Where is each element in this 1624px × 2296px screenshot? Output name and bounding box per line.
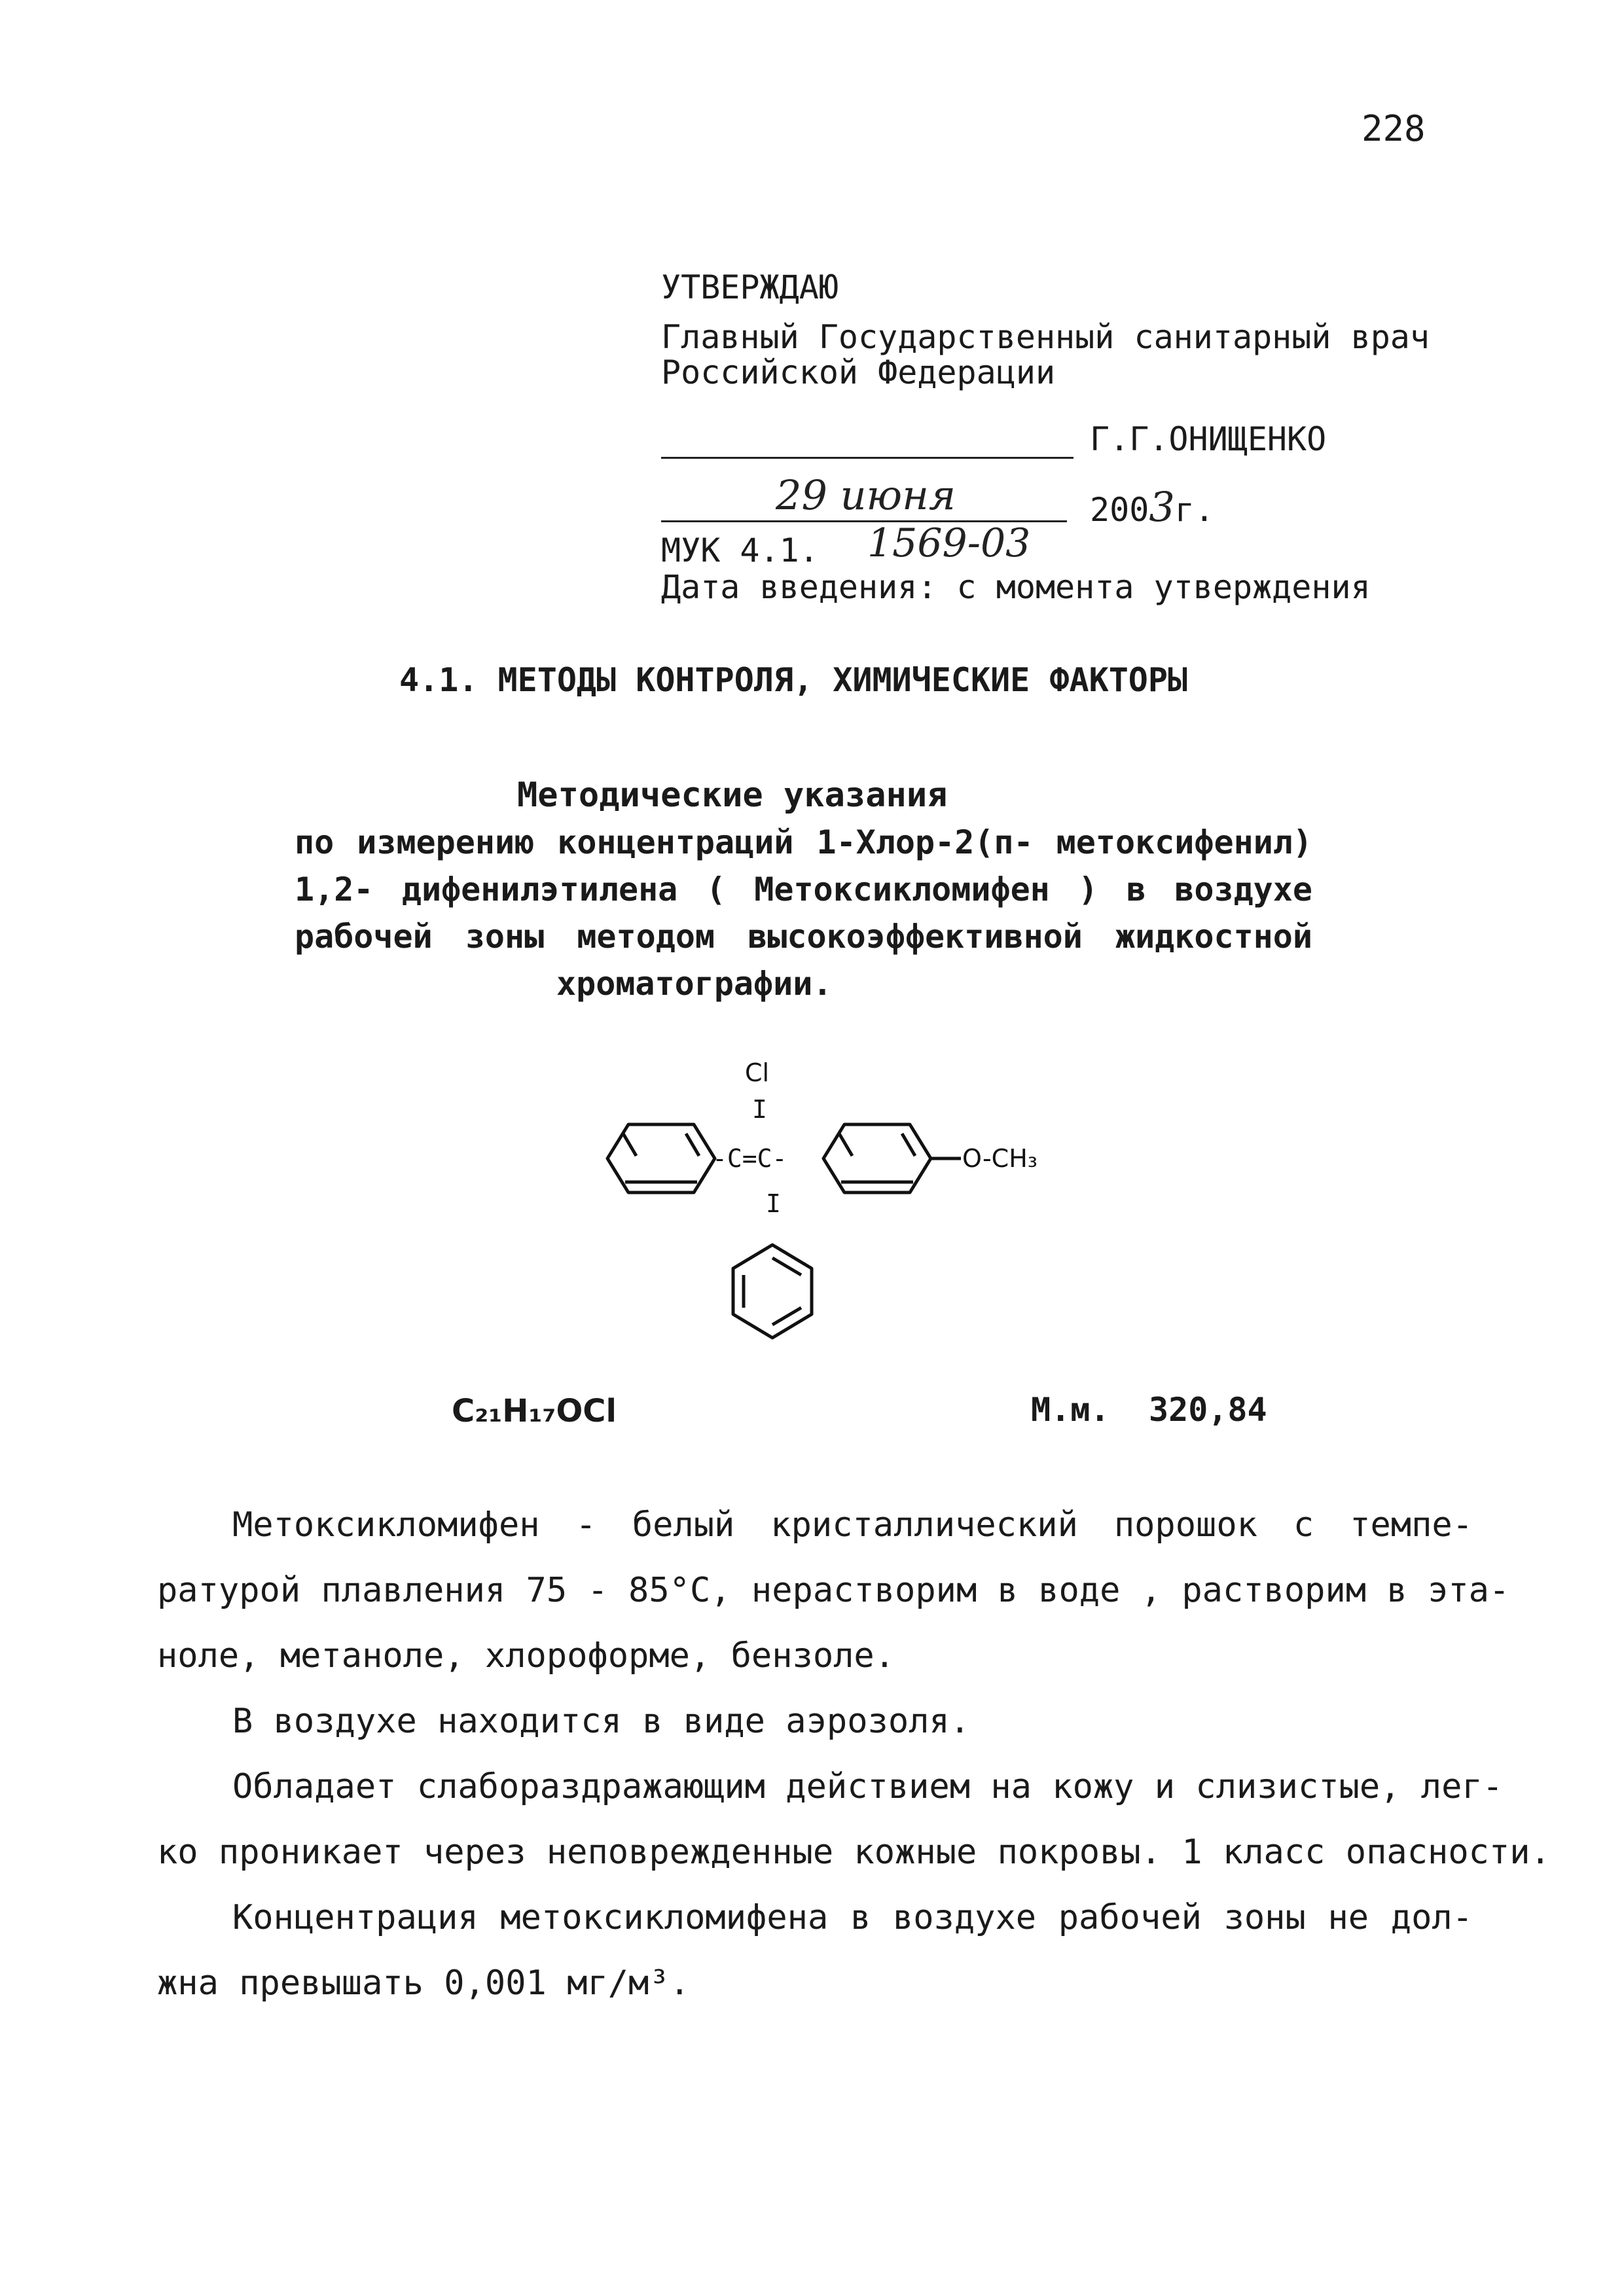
title-line2: по измерению концентраций 1-Хлор-2(п- метоксифенил) <box>295 823 1312 861</box>
approval-position-line1: Главный Государственный санитарный врач <box>661 318 1430 356</box>
chlorine-label: Cl <box>745 1058 770 1087</box>
title-line5: хроматографии. <box>556 965 833 1003</box>
bond-to-chlorine: I <box>752 1095 767 1124</box>
title-line4: рабочей зоны методом высокоэффективной жидкостной <box>295 918 1312 956</box>
effective-date: Дата введения: с момента утверждения <box>661 568 1371 606</box>
year-handwritten: 3 <box>1149 483 1175 531</box>
approval-heading: УТВЕРЖДАЮ <box>661 268 839 306</box>
title-line3: 1,2- дифенилэтилена ( Метоксикломифен ) в воздухе <box>295 870 1312 908</box>
approval-position-line2: Российской Федерации <box>661 353 1056 391</box>
benzene-ring-left <box>607 1124 715 1193</box>
paragraph-line: ноле, метаноле, хлороформе, бензоле. <box>157 1636 895 1676</box>
ethylene-double-bond: -C=C- <box>712 1144 787 1173</box>
page-number: 228 <box>1362 108 1426 149</box>
molar-mass-value: 320,84 <box>1149 1391 1267 1429</box>
handwritten-date: 29 июня <box>776 471 956 519</box>
bond-to-phenyl: I <box>766 1189 781 1218</box>
paragraph-aerosol <box>157 1689 1473 1754</box>
paragraph-line: жна превышать 0,001 мг/м³. <box>157 1964 690 2003</box>
paragraph-line: Концентрация метоксикломифена в воздухе рабочей зоны не дол- <box>232 1898 1473 1937</box>
paragraph-line: В воздухе находится в виде аэрозоля. <box>232 1702 971 1741</box>
muk-number: 1569-03 <box>867 520 1031 566</box>
paragraph-line: Обладает слабораздражающим действием на кожу и слизистые, лег- <box>232 1767 1504 1806</box>
methoxy-group: O-CH₃ <box>962 1144 1038 1173</box>
section-heading: 4.1. МЕТОДЫ КОНТРОЛЯ, ХИМИЧЕСКИЕ ФАКТОРЫ <box>399 661 1188 699</box>
paragraph-description <box>157 1492 1510 1689</box>
title-line1: Методические указания <box>517 776 948 815</box>
paragraph-line: Метоксикломифен - белый кристаллический порошок с темпе- <box>232 1505 1473 1545</box>
paragraph-line: ратурой плавления 75 - 85°С, нерастворим в воде , растворим в эта- <box>157 1571 1510 1610</box>
paragraph-line: ко проникает через неповрежденные кожные покровы. 1 класс опасности. <box>157 1833 1551 1872</box>
molar-mass-label: М.м. <box>1031 1391 1110 1429</box>
year-suffix: г. <box>1174 491 1214 529</box>
paragraph-irritation <box>157 1754 1551 1885</box>
year-prefix: 200 <box>1090 491 1149 529</box>
muk-label: МУК 4.1. <box>661 531 819 569</box>
signatory-name: Г.Г.ОНИЩЕНКО <box>1090 420 1327 458</box>
benzene-ring-bottom <box>733 1245 812 1338</box>
paragraph-concentration <box>157 1885 1473 2016</box>
benzene-ring-right <box>823 1124 931 1193</box>
molecular-formula: C₂₁H₁₇OCl <box>452 1393 617 1429</box>
